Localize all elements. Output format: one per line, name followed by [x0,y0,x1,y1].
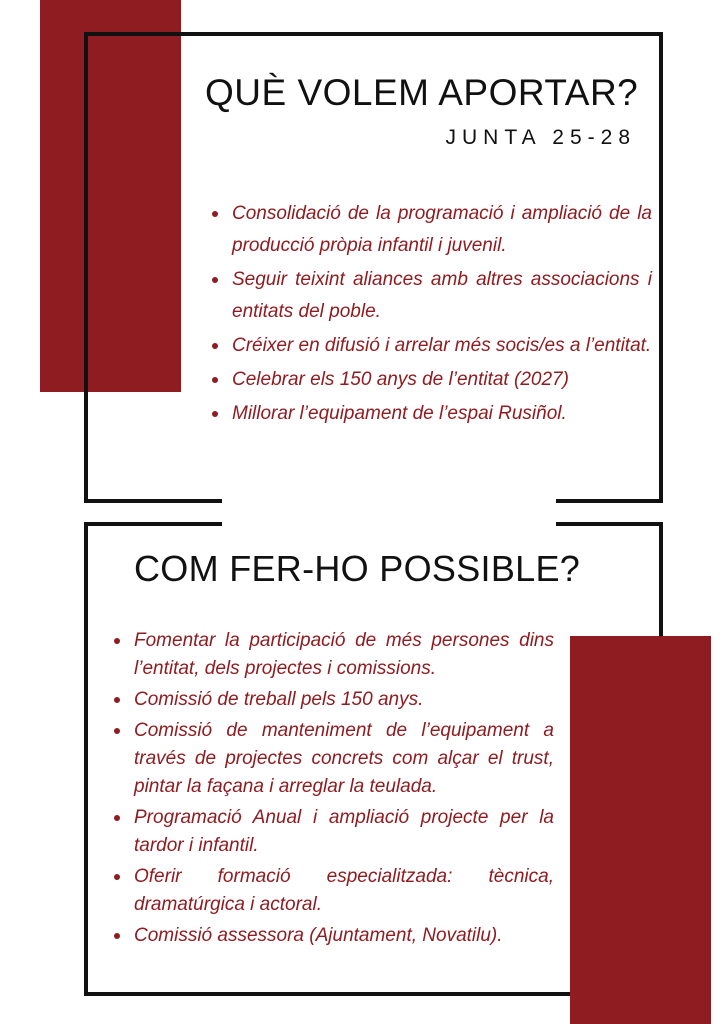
list-item: Celebrar els 150 anys de l’entitat (2027) [212,364,652,396]
list-item: Comissió de treball pels 150 anys. [114,686,554,714]
list-item: Comissió de manteniment de l’equipament a través de projectes concrets com alçar el trust, pintar la façana i arreglar la teulada. [114,717,554,801]
section-bottom-title: COM FER-HO POSSIBLE? [134,548,581,589]
list-item: Millorar l’equipament de l’espai Rusiñol. [212,398,652,430]
frame-gap-bottom [222,518,556,528]
section-bottom-list [114,627,554,953]
list-item: Programació Anual i ampliació projecte per la tardor i infantil. [114,804,554,860]
list-item: Créixer en difusió i arrelar més socis/es a l’entitat. [212,330,652,362]
list-item: Consolidació de la programació i ampliació de la producció pròpia infantil i juvenil. [212,198,652,262]
section-top-title: QUÈ VOLEM APORTAR? [205,72,639,113]
list-item: Oferir formació especialitzada: tècnica, dramatúrgica i actoral. [114,863,554,919]
section-top-subtitle: JUNTA 25-28 [445,126,636,149]
list-item: Fomentar la participació de més persones dins l’entitat, dels projectes i comissions. [114,627,554,683]
section-top-list [212,198,652,432]
list-item: Seguir teixint aliances amb altres associacions i entitats del poble. [212,264,652,328]
red-accent-block-bottom [570,636,711,1024]
list-item: Comissió assessora (Ajuntament, Novatilu). [114,922,554,950]
frame-gap-top [222,490,556,506]
